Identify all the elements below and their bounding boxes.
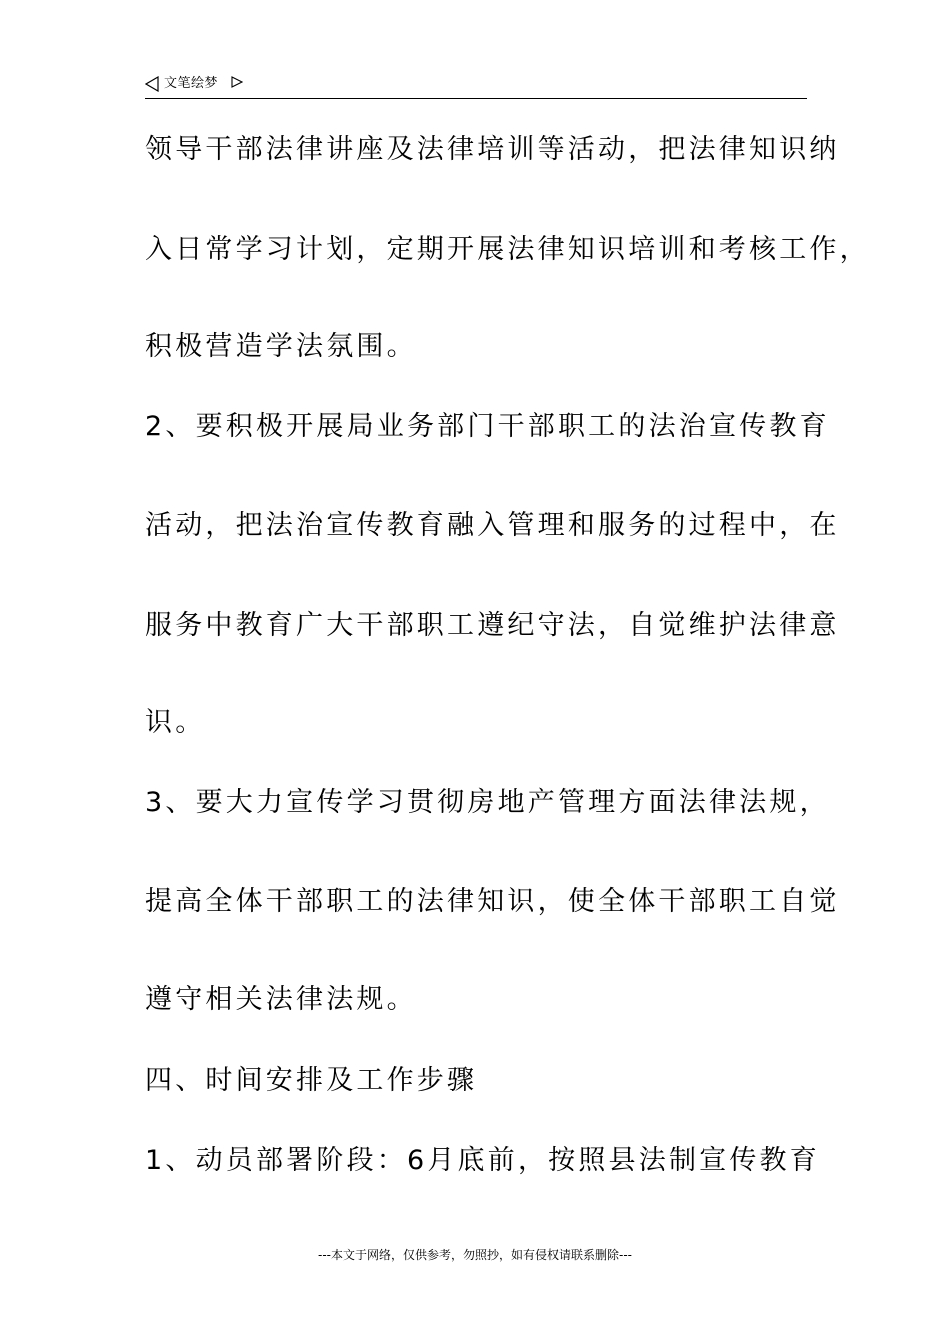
body-line: 2、要积极开展局业务部门干部职工的法治宣传教育 — [145, 411, 830, 442]
header-brand: 文笔绘梦 — [164, 76, 219, 91]
body-line: 领导干部法律讲座及法律培训等活动，把法律知识纳 — [145, 134, 840, 165]
body-line: 服务中教育广大干部职工遵纪守法，自觉维护法律意 — [145, 610, 840, 641]
body-line: 提高全体干部职工的法律知识，使全体干部职工自觉 — [145, 886, 840, 917]
body-line: 入日常学习计划，定期开展法律知识培训和考核工作， — [145, 234, 870, 265]
right-triangle-icon — [231, 76, 243, 88]
left-triangle-icon — [145, 76, 159, 92]
body-line: 识。 — [145, 707, 206, 738]
body-line: 积极营造学法氛围。 — [145, 331, 417, 362]
page-header — [145, 74, 807, 99]
body-line: 活动，把法治宣传教育融入管理和服务的过程中，在 — [145, 510, 840, 541]
body-line: 1、动员部署阶段：6月底前，按照县法制宣传教育 — [145, 1145, 820, 1176]
section-heading: 四、时间安排及工作步骤 — [145, 1065, 478, 1096]
body-line: 3、要大力宣传学习贯彻房地产管理方面法律法规， — [145, 787, 830, 818]
page-footer: ---本文于网络，仅供参考，勿照抄，如有侵权请联系删除--- — [318, 1248, 632, 1262]
body-line: 遵守相关法律法规。 — [145, 984, 417, 1015]
